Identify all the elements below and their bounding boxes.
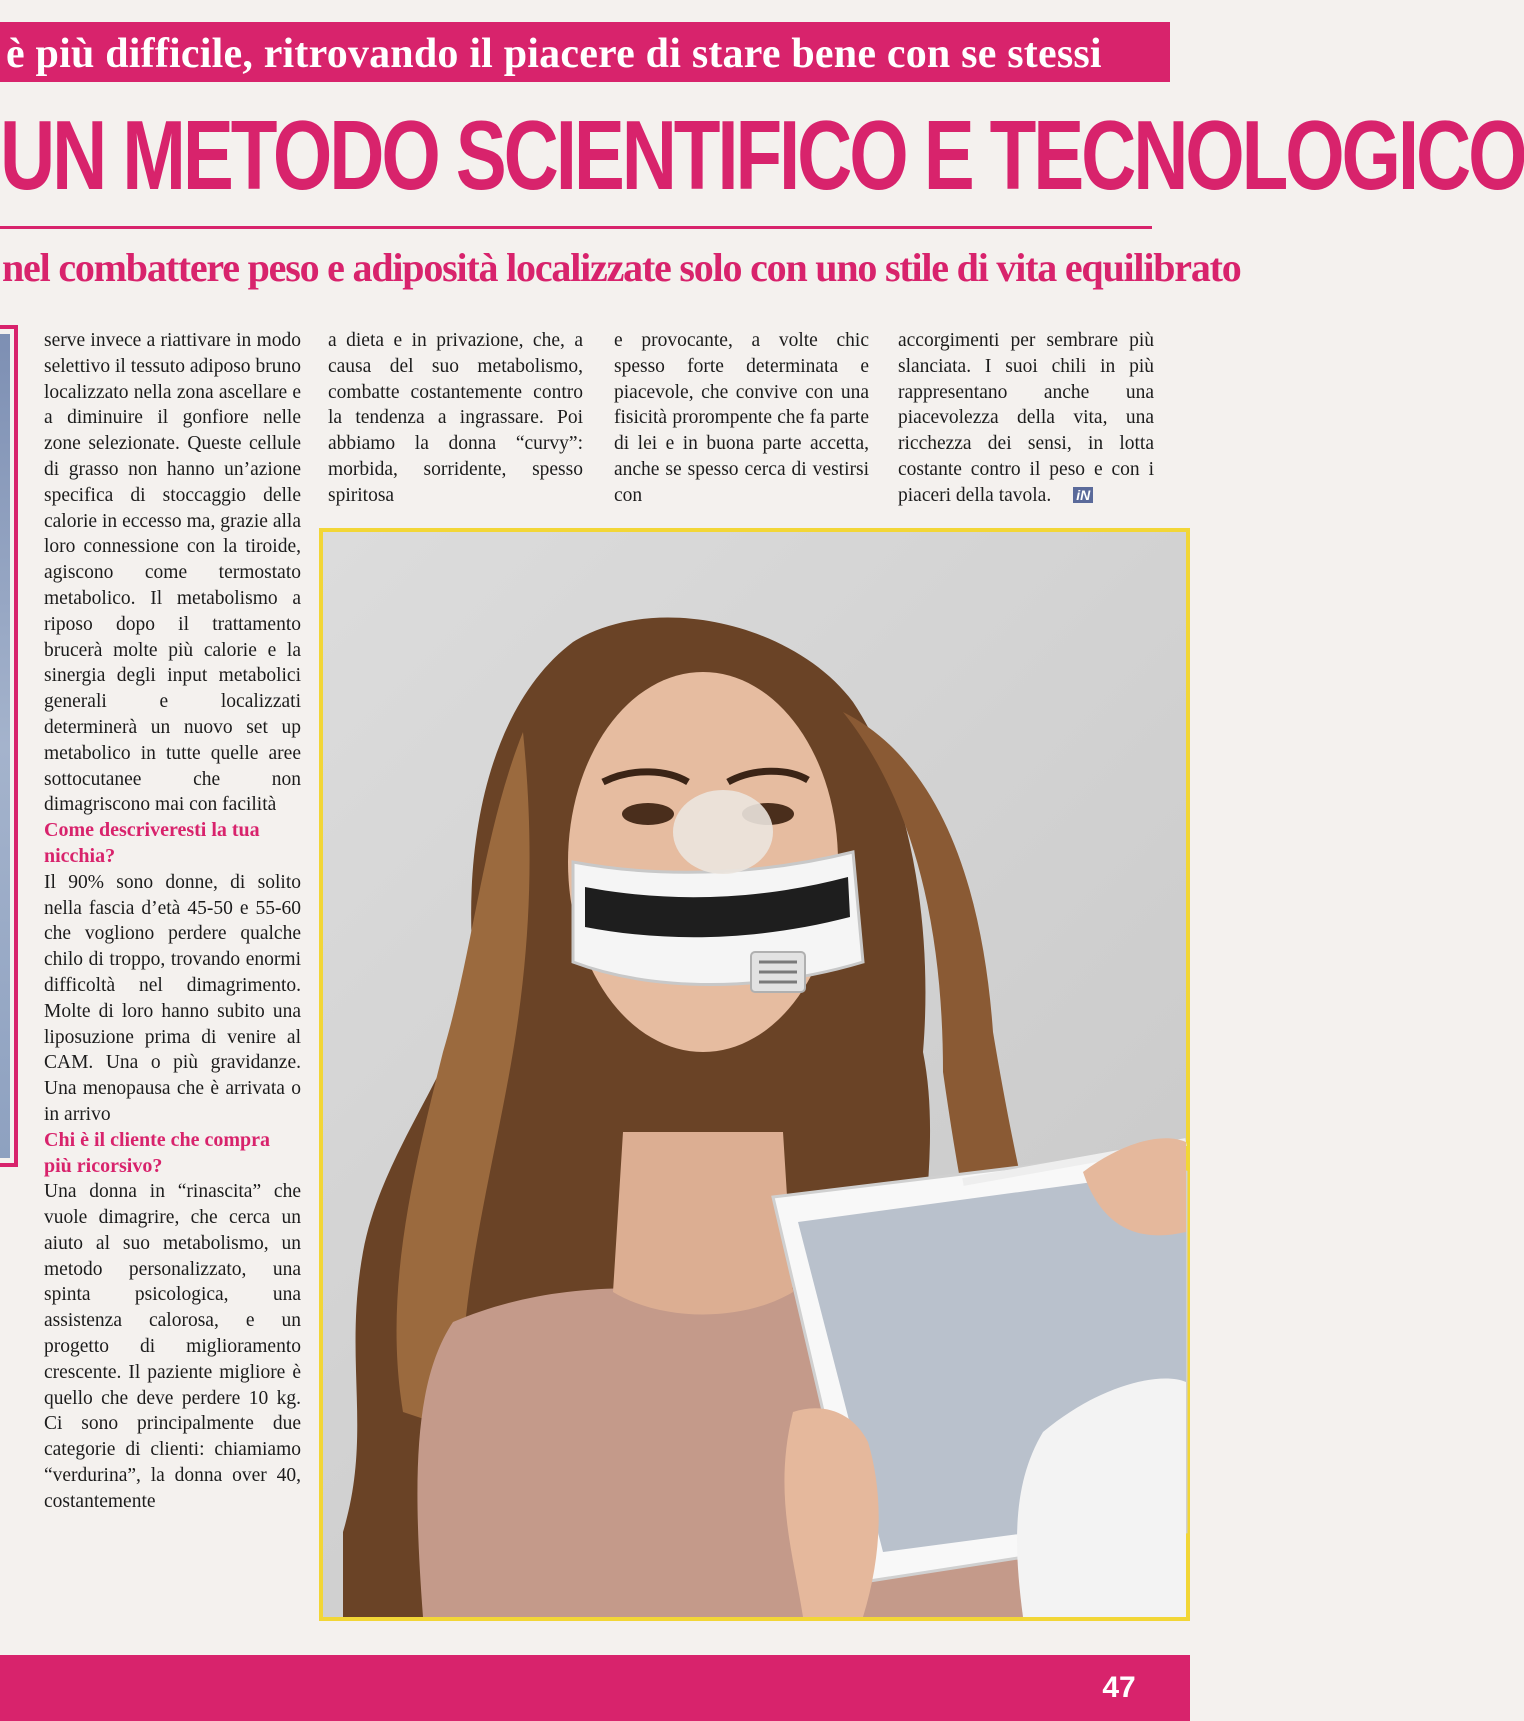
interview-question: Come descriveresti la tua nicchia?	[44, 819, 260, 867]
photo-woman-with-mask	[323, 532, 1186, 1617]
article-photo	[319, 528, 1190, 1621]
left-side-image-strip	[0, 334, 10, 1158]
article-column-3	[614, 328, 869, 509]
neck-shape	[613, 1132, 793, 1315]
body-paragraph: e provocante, a volte chic spesso forte determinata e piacevole, che convive con una fisicità prorompente che fa parte di lei e in buona parte accetta, anche se spesso cerca di vestirsi con	[614, 330, 869, 506]
body-paragraph-end	[898, 328, 1154, 509]
closing-text: accorgimenti per sembrare più slanciata. I suoi chili in più rappresentano anche una piacevolezza della vita, una ricchezza dei sensi, in lotta costante contro il peso e con i piaceri della tavola.	[898, 330, 1154, 506]
headline: UN METODO SCIENTIFICO E TECNOLOGICO	[0, 100, 1524, 210]
article-column-4	[898, 328, 1154, 509]
left-eye	[622, 803, 674, 825]
body-paragraph: Il 90% sono donne, di solito nella fascia d’età 45-50 e 55-60 che vogliono perdere qualche chilo di troppo, trovando enormi difficoltà nel dimagrimento. Molte di loro hanno subito una liposuzione prima di venire al CAM. Una o più gravidanze. Una menopausa che è arrivata o in arrivo	[44, 871, 301, 1125]
subheadline: nel combattere peso e adiposità localizzate solo con uno stile di vita equilibrato	[2, 245, 1241, 290]
footer-bar	[0, 1655, 1190, 1721]
article-column-1	[44, 328, 301, 1515]
body-paragraph: a dieta e in privazione, che, a causa del suo metabolismo, combatte costantemente contro la tendenza a ingrassare. Poi abbiamo la donna “curvy”: morbida, sorridente, spesso spiritosa	[328, 330, 583, 506]
page-number: 47	[1102, 1671, 1136, 1704]
headline-rule	[0, 226, 1152, 229]
magazine-signature-logo: iN	[1073, 487, 1093, 503]
body-paragraph: Una donna in “rinascita” che vuole dimagrire, che cerca un aiuto al suo metabolismo, un metodo personalizzato, una spinta psicologica, una assistenza calorosa, e un progetto di miglioramento crescente. Il paziente migliore è quello che deve perdere 10 kg. Ci sono principalmente due categorie di clienti: chiamiamo “verdurina”, la donna over 40, costantemente	[44, 1181, 301, 1512]
mask-nose-cup	[673, 790, 773, 874]
body-paragraph: serve invece a riattivare in modo selettivo il tessuto adiposo bruno localizzato nella zona ascellare e a diminuire il gonfiore nelle zone selezionate. Queste cellule di grasso non hanno un’azione specifica di stoccaggio delle calorie in eccesso ma, grazie alla loro connessione con la tiroide, agiscono come termostato metabolico. Il metabolismo a riposo dopo il trattamento brucerà molte più calorie e la sinergia degli input metabolici generali e localizzati determinerà un nuovo set up metabolico in tutte quelle aree sottocutanee che non dimagriscono mai con facilità	[44, 330, 301, 816]
left-hand	[784, 1408, 878, 1617]
interview-question: Chi è il cliente che compra più ricorsivo?	[44, 1128, 271, 1177]
article-column-2	[328, 328, 583, 509]
kicker-text: è più difficile, ritrovando il piacere di stare bene con se stessi	[6, 31, 1102, 77]
